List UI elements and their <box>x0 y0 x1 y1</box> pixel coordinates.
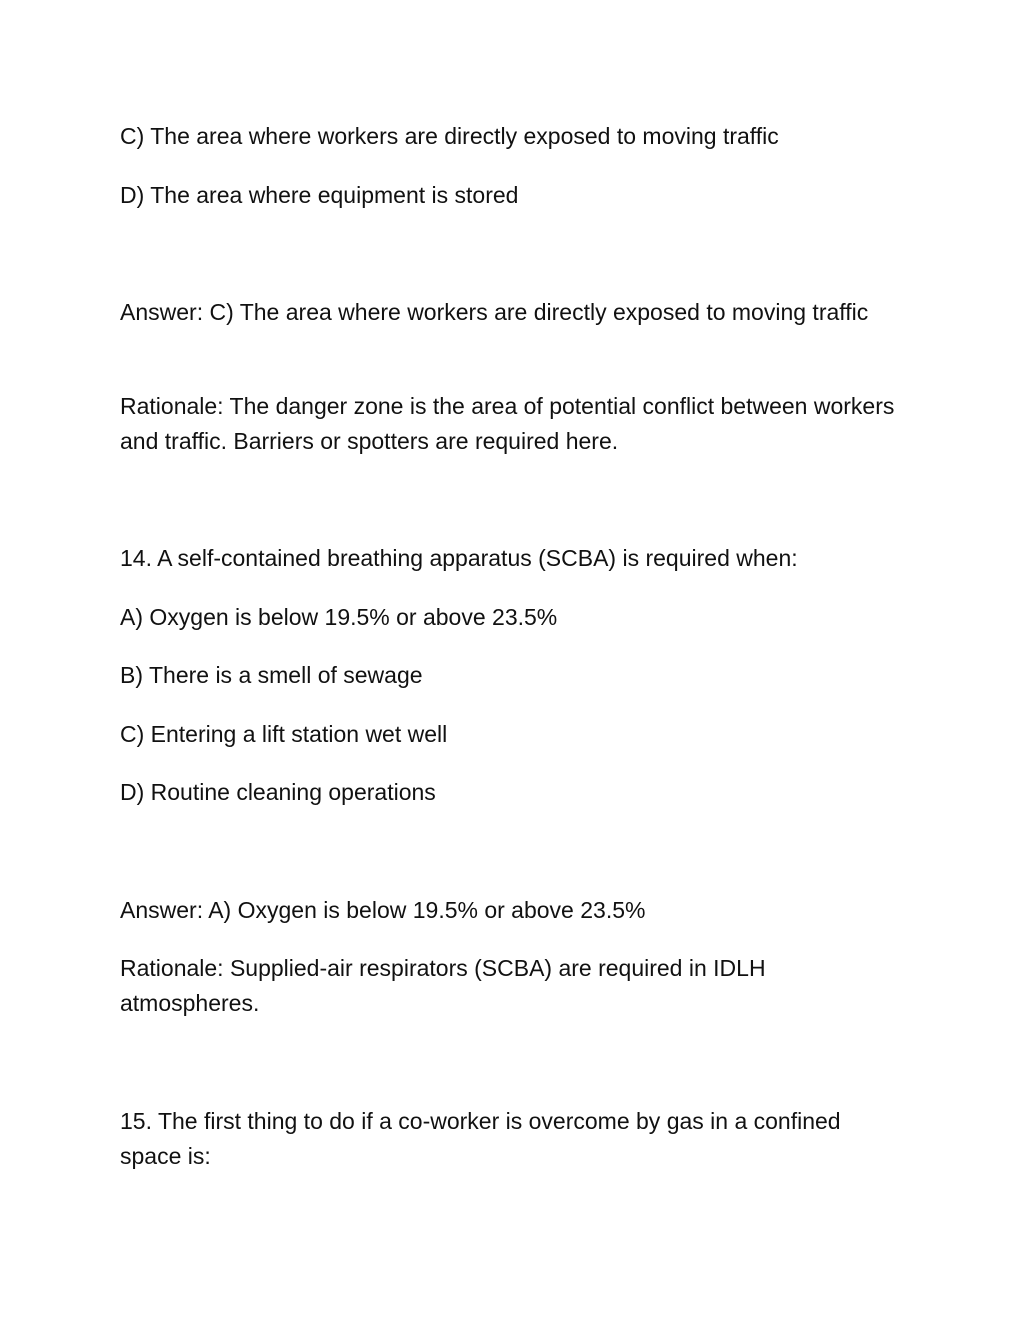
q13-rationale: Rationale: The danger zone is the area of potential conflict between workers and traffic. Barriers or spotters are required here. <box>120 393 895 454</box>
q14-option-c: C) Entering a lift station wet well <box>120 721 448 747</box>
q13-answer: Answer: C) The area where workers are directly exposed to moving traffic <box>120 299 869 325</box>
q13-option-d: D) The area where equipment is stored <box>120 182 519 208</box>
q13-option-c: C) The area where workers are directly exposed to moving traffic <box>120 123 779 149</box>
q15-question: 15. The first thing to do if a co-worker is overcome by gas in a confined space is: <box>120 1108 841 1169</box>
q14-option-d: D) Routine cleaning operations <box>120 779 436 805</box>
q14-answer: Answer: A) Oxygen is below 19.5% or above 23.5% <box>120 897 646 923</box>
q14-question: 14. A self-contained breathing apparatus (SCBA) is required when: <box>120 545 798 571</box>
q14-option-a: A) Oxygen is below 19.5% or above 23.5% <box>120 604 558 630</box>
q14-rationale: Rationale: Supplied-air respirators (SCBA) are required in IDLH atmospheres. <box>120 955 766 1016</box>
q14-option-b: B) There is a smell of sewage <box>120 662 423 688</box>
